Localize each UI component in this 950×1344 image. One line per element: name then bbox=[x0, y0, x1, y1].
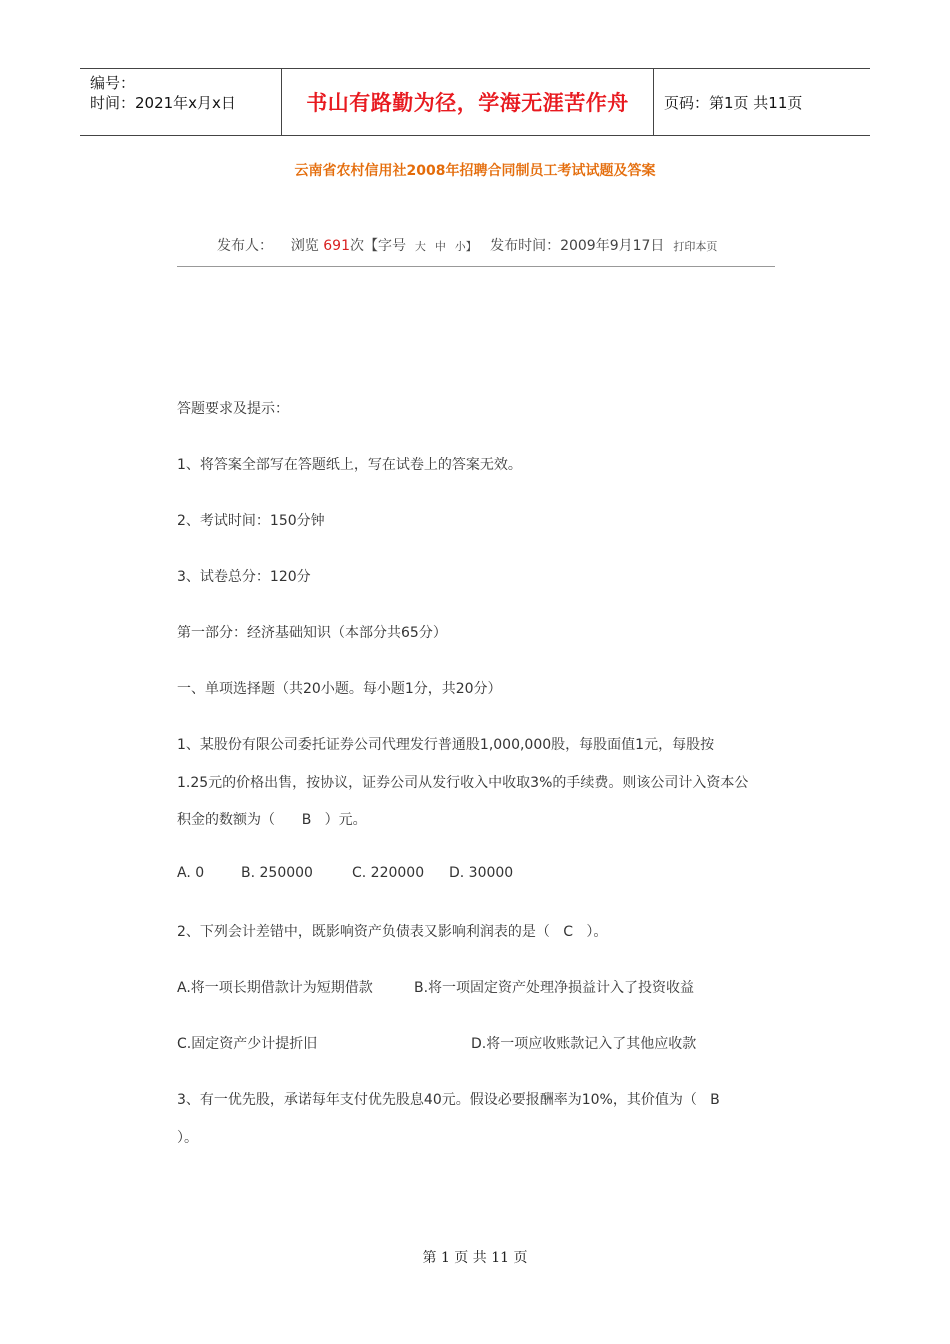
question-2-option-d: D.将一项应收账款记入了其他应收款 bbox=[471, 1036, 697, 1052]
meta-divider bbox=[177, 266, 775, 267]
header-info-cell bbox=[80, 69, 282, 135]
question-1-option-b: B. 250000 bbox=[241, 865, 313, 881]
question-1-line-3: 积金的数额为（ B ）元。 bbox=[177, 812, 367, 828]
header-page-cell bbox=[654, 69, 870, 135]
part-heading: 第一部分：经济基础知识（本部分共65分） bbox=[177, 625, 447, 641]
question-2-option-b: B.将一项固定资产处理净损益计入了投资收益 bbox=[414, 980, 695, 996]
section-heading: 一、单项选择题（共20小题。每小题1分，共20分） bbox=[177, 681, 502, 697]
time-label: 时间：2021年x月x日 bbox=[90, 94, 236, 112]
question-1-option-d: D. 30000 bbox=[449, 865, 514, 881]
view-count: 691 bbox=[323, 238, 350, 254]
question-1-option-c: C. 220000 bbox=[352, 865, 425, 881]
serial-label: 编号： bbox=[90, 74, 136, 92]
question-2: 2、下列会计差错中，既影响资产负债表又影响利润表的是（ C ）。 bbox=[177, 924, 608, 940]
requirement-1: 1、将答案全部写在答题纸上，写在试卷上的答案无效。 bbox=[177, 457, 522, 473]
font-size-medium-link[interactable]: 中 bbox=[434, 240, 446, 253]
article-title: 云南省农村信用社2008年招聘合同制员工考试试题及答案 bbox=[294, 163, 656, 179]
requirements-heading: 答题要求及提示： bbox=[177, 401, 289, 417]
question-3-line-2: ）。 bbox=[177, 1130, 198, 1146]
requirement-3: 3、试卷总分：120分 bbox=[177, 569, 311, 585]
document-header bbox=[80, 68, 870, 136]
publisher-label: 发布人： bbox=[217, 238, 273, 254]
question-1-line-1: 1、某股份有限公司委托证券公司代理发行普通股1,000,000股，每股面值1元，每股按 bbox=[177, 737, 715, 753]
question-1-line-2: 1.25元的价格出售，按协议，证券公司从发行收入中收取3%的手续费。则该公司计入资本公 bbox=[177, 775, 749, 791]
requirement-2: 2、考试时间：150分钟 bbox=[177, 513, 325, 529]
page-footer: 第 1 页 共 11 页 bbox=[422, 1250, 528, 1266]
page-code: 页码：第1页 共11页 bbox=[664, 93, 803, 112]
header-motto-cell bbox=[282, 69, 654, 135]
views-suffix: 次【字号 bbox=[350, 238, 406, 254]
print-link[interactable]: 打印本页 bbox=[673, 240, 718, 253]
motto-text: 书山有路勤为径，学海无涯苦作舟 bbox=[306, 91, 629, 115]
question-3-line-1: 3、有一优先股，承诺每年支付优先股息40元。假设必要报酬率为10%，其价值为（ B bbox=[177, 1092, 720, 1108]
views-prefix: 浏览 bbox=[290, 238, 319, 254]
font-size-small-link[interactable]: 小】 bbox=[454, 240, 477, 253]
article-meta bbox=[217, 235, 717, 255]
publish-time: 发布时间：2009年9月17日 bbox=[490, 238, 665, 254]
question-2-option-a: A.将一项长期借款计为短期借款 bbox=[177, 980, 373, 996]
question-1-option-a: A. 0 bbox=[177, 865, 205, 881]
font-size-large-link[interactable]: 大 bbox=[414, 240, 426, 253]
question-2-option-c: C.固定资产少计提折旧 bbox=[177, 1036, 318, 1052]
